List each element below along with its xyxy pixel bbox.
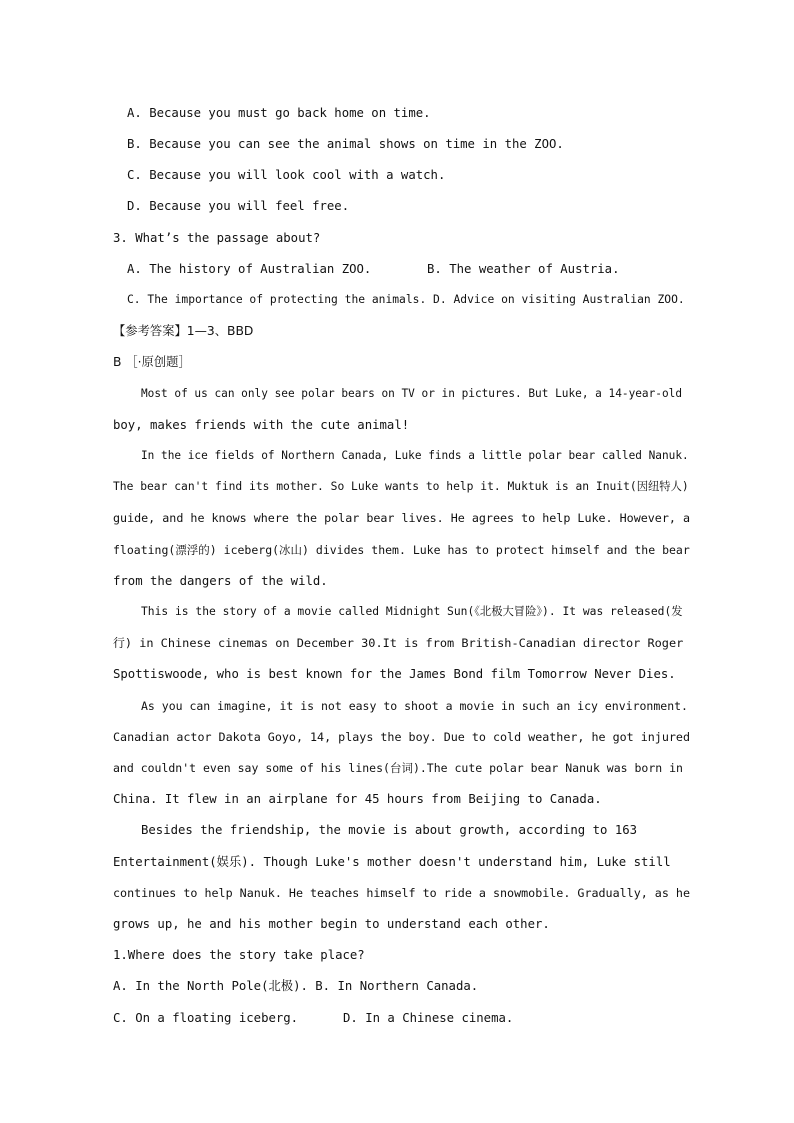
q3-option-a: A. The history of Australian ZOO. — [127, 262, 372, 276]
answer-key: 【参考答案】1—3、BBD — [113, 324, 254, 338]
passage-line: Most of us can only see polar bears on TV or in pictures. But Luke, a 14-year-old — [141, 387, 682, 400]
passage-line: continues to help Nanuk. He teaches himself to ride a snowmobile. Gradually, as he — [113, 886, 690, 900]
question-3: 3. What’s the passage about? — [113, 231, 321, 245]
passage-line: China. It flew in an airplane for 45 hours from Beijing to Canada. — [113, 792, 602, 806]
section-b-heading: B ［·原创题］ — [113, 355, 191, 369]
passage-line: This is the story of a movie called Midnight Sun(《北极大冒险》). It was released(发 — [141, 605, 683, 618]
q1-options-a-b: A. In the North Pole(北极). B. In Northern Canada. — [113, 979, 479, 993]
q1-option-d: D. In a Chinese cinema. — [343, 1011, 514, 1025]
passage-line: and couldn't even say some of his lines(台词).The cute polar bear Nanuk was born in — [113, 761, 683, 775]
passage-line: As you can imagine, it is not easy to shoot a movie in such an icy environment. — [141, 699, 688, 713]
passage-line: guide, and he knows where the polar bear lives. He agrees to help Luke. However, a — [113, 511, 690, 525]
passage-line: Canadian actor Dakota Goyo, 14, plays the boy. Due to cold weather, he got injured — [113, 730, 690, 744]
passage-line: from the dangers of the wild. — [113, 574, 328, 588]
option-a: A. Because you must go back home on time. — [127, 106, 431, 120]
passage-line: The bear can't find its mother. So Luke wants to help it. Muktuk is an Inuit(因纽特人) — [113, 480, 689, 493]
passage-line: Spottiswoode, who is best known for the James Bond film Tomorrow Never Dies. — [113, 667, 676, 681]
passage-line: floating(漂浮的) iceberg(冰山) divides them. Luke has to protect himself and the bear — [113, 543, 690, 557]
passage-line: boy, makes friends with the cute animal! — [113, 418, 410, 432]
q1-option-c: C. On a floating iceberg. — [113, 1011, 299, 1025]
option-c: C. Because you will look cool with a watch. — [127, 168, 446, 182]
passage-line: Besides the friendship, the movie is about growth, according to 163 — [141, 823, 638, 837]
question-1: 1.Where does the story take place? — [113, 948, 365, 962]
q3-option-b: B. The weather of Austria. — [427, 262, 620, 276]
passage-line: grows up, he and his mother begin to understand each other. — [113, 917, 550, 931]
option-b: B. Because you can see the animal shows on time in the ZOO. — [127, 137, 564, 151]
passage-line: In the ice fields of Northern Canada, Luke finds a little polar bear called Nanuk. — [141, 449, 689, 462]
option-d: D. Because you will feel free. — [127, 199, 350, 213]
q3-option-c-d: C. The importance of protecting the animals. D. Advice on visiting Australian ZOO. — [127, 293, 685, 306]
passage-line: 行) in Chinese cinemas on December 30.It is from British-Canadian director Roger — [113, 636, 684, 650]
passage-line: Entertainment(娱乐). Though Luke's mother doesn't understand him, Luke still — [113, 855, 671, 869]
